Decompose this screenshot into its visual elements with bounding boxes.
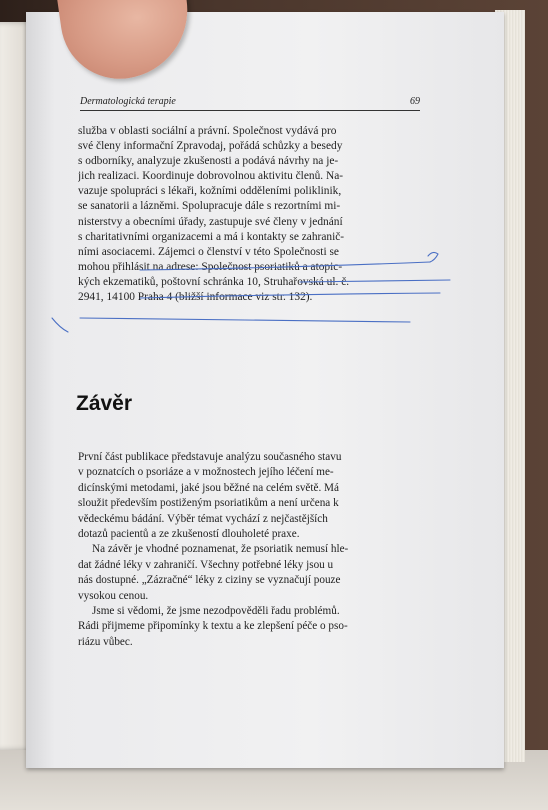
text-line: První část publikace představuje analýzu současného stavu <box>78 451 342 463</box>
text-line: sloužit především postiženým psoriatikům a není určena k <box>78 497 339 510</box>
text-line: 2941, 14100 Praha 4 (bližší informace viz str. 132). <box>78 291 313 304</box>
text-line: své členy informační Zpravodaj, pořádá schůzky a besedy <box>78 140 343 153</box>
text-line: s odborníky, analyzuje zkušenosti a podává návrhy na je- <box>78 155 339 168</box>
text-line: dicínskými metodami, jaké jsou běžné na celém světě. Má <box>78 481 339 494</box>
text-line: vědeckému bádání. Výběr témat vychází z nejčastějších <box>78 512 328 525</box>
text-line: mohou přihlásit na adrese: Společnost psoriatiků a atopic- <box>78 260 343 273</box>
conclusion-paragraph <box>78 542 418 604</box>
text-line: kých ekzematiků, poštovní schránka 10, Struhařovská ul. č. <box>78 275 350 288</box>
header-title: Dermatologická terapie <box>80 96 176 107</box>
section-heading: Závěr <box>76 392 133 415</box>
running-header <box>80 94 420 111</box>
text-line: služba v oblasti sociální a právní. Společnost vydává pro <box>78 125 337 137</box>
page-number: 69 <box>410 96 420 107</box>
text-line: vazuje spolupráci s lékaři, kožními odděleními poliklinik, <box>78 185 342 198</box>
text-line: vysokou cenou. <box>78 589 149 602</box>
text-line: dat žádné léky v zahraničí. Všechny potřebné léky jsou u <box>78 558 334 571</box>
text-line: jich realizaci. Koordinuje dobrovolnou aktivitu členů. Na- <box>78 170 344 183</box>
conclusion-paragraph <box>78 450 418 542</box>
text-line: Na závěr je vhodné poznamenat, že psoriatik nemusí hle- <box>92 543 349 556</box>
text-line: Jsme si vědomi, že jsme nezodpověděli řadu problémů. <box>92 605 340 618</box>
conclusion-paragraph <box>78 604 418 650</box>
text-line: s charitativními organizacemi a má i kontakty se zahranič- <box>78 230 345 243</box>
text-line: riázu vůbec. <box>78 635 133 648</box>
text-line: v poznatcích o psoriáze a v možnostech jejího léčení me- <box>78 466 334 479</box>
upper-paragraph <box>78 124 422 305</box>
text-line: ními asociacemi. Zájemci o členství v této Společnosti se <box>78 245 339 258</box>
conclusion-text <box>78 450 418 650</box>
text-line: nisterstvy a obecními úřady, zastupuje své členy v jednání <box>78 215 343 228</box>
text-line: nás dostupné. „Zázračné“ léky z ciziny se vyznačují pouze <box>78 574 341 587</box>
text-line: dotazů pacientů a ze zkušeností dlouholeté praxe. <box>78 528 300 541</box>
text-line: se sanatorii a lázněmi. Spolupracuje dále s rezortními mi- <box>78 200 341 213</box>
text-line: Rádi přijmeme připomínky k textu a ke zlepšení péče o pso- <box>78 620 348 633</box>
